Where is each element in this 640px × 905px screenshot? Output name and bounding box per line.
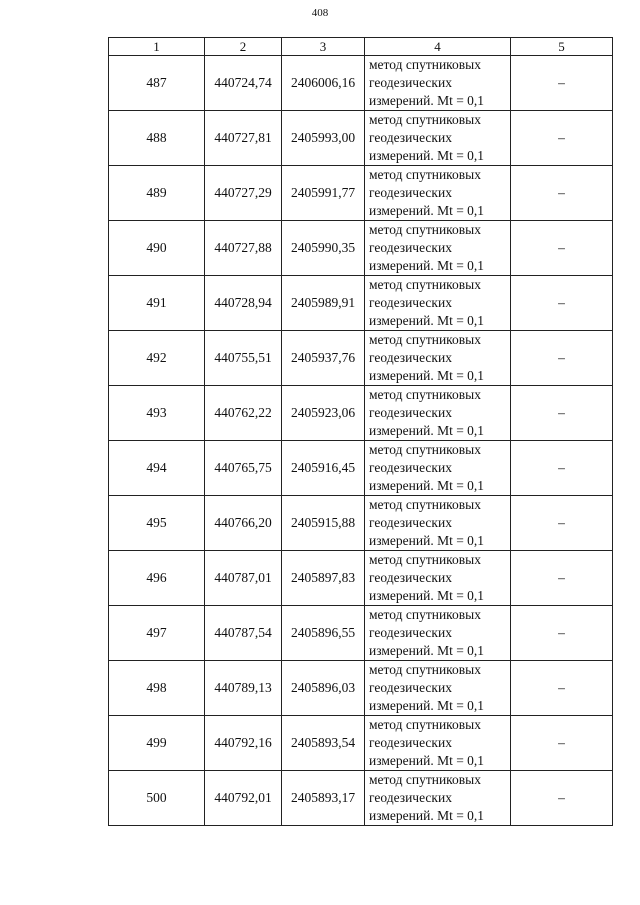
x-coordinate-cell: 440728,94 [205, 276, 282, 331]
page-number: 408 [311, 7, 329, 19]
y-coordinate-cell: 2405896,03 [282, 661, 365, 716]
method-text-line-2: геодезических [369, 350, 452, 365]
x-coordinate-cell: 440727,81 [205, 111, 282, 166]
x-coordinate-cell: 440755,51 [205, 331, 282, 386]
note-cell: – [511, 331, 613, 386]
method-cell [365, 551, 511, 606]
note-cell: – [511, 166, 613, 221]
point-number-cell: 488 [109, 111, 205, 166]
method-text-line-1: метод спутниковых [369, 112, 481, 127]
method-text-line-1: метод спутниковых [369, 387, 481, 402]
method-text-line-2: геодезических [369, 130, 452, 145]
method-cell [365, 221, 511, 276]
table-row [109, 716, 613, 771]
method-text-line-3: измерений. Mt = 0,1 [369, 478, 485, 493]
method-text-line-2: геодезических [369, 790, 452, 805]
method-text-line-1: метод спутниковых [369, 717, 481, 732]
table-row [109, 221, 613, 276]
y-coordinate-cell: 2405916,45 [282, 441, 365, 496]
note-cell: – [511, 551, 613, 606]
method-text-line-1: метод спутниковых [369, 772, 481, 787]
point-number-cell: 499 [109, 716, 205, 771]
y-coordinate-cell: 2405993,00 [282, 111, 365, 166]
method-text-line-3: измерений. Mt = 0,1 [369, 698, 485, 713]
y-coordinate-cell: 2405896,55 [282, 606, 365, 661]
method-text-line-1: метод спутниковых [369, 552, 481, 567]
method-text-line-3: измерений. Mt = 0,1 [369, 753, 485, 768]
point-number-cell: 492 [109, 331, 205, 386]
y-coordinate-cell: 2405893,54 [282, 716, 365, 771]
x-coordinate-cell: 440727,29 [205, 166, 282, 221]
table-header-row [109, 38, 613, 56]
table-body [109, 56, 613, 826]
method-text-line-1: метод спутниковых [369, 442, 481, 457]
point-number-cell: 494 [109, 441, 205, 496]
method-cell [365, 661, 511, 716]
column-header-3: 3 [282, 38, 365, 56]
point-number-cell: 496 [109, 551, 205, 606]
note-cell: – [511, 221, 613, 276]
method-text-line-3: измерений. Mt = 0,1 [369, 93, 485, 108]
x-coordinate-cell: 440727,88 [205, 221, 282, 276]
method-cell [365, 56, 511, 111]
method-text-line-1: метод спутниковых [369, 607, 481, 622]
y-coordinate-cell: 2405923,06 [282, 386, 365, 441]
x-coordinate-cell: 440762,22 [205, 386, 282, 441]
note-cell: – [511, 111, 613, 166]
point-number-cell: 498 [109, 661, 205, 716]
table-row [109, 331, 613, 386]
coordinates-table [108, 37, 613, 826]
table-row [109, 551, 613, 606]
method-cell [365, 441, 511, 496]
y-coordinate-cell: 2405990,35 [282, 221, 365, 276]
method-text-line-1: метод спутниковых [369, 662, 481, 677]
x-coordinate-cell: 440792,01 [205, 771, 282, 826]
method-text-line-2: геодезических [369, 680, 452, 695]
y-coordinate-cell: 2405989,91 [282, 276, 365, 331]
method-text-line-2: геодезических [369, 240, 452, 255]
method-text-line-2: геодезических [369, 405, 452, 420]
method-text-line-2: геодезических [369, 460, 452, 475]
column-header-1: 1 [109, 38, 205, 56]
x-coordinate-cell: 440766,20 [205, 496, 282, 551]
y-coordinate-cell: 2405893,17 [282, 771, 365, 826]
column-header-5: 5 [511, 38, 613, 56]
note-cell: – [511, 56, 613, 111]
point-number-cell: 495 [109, 496, 205, 551]
point-number-cell: 489 [109, 166, 205, 221]
point-number-cell: 497 [109, 606, 205, 661]
method-text-line-2: геодезических [369, 185, 452, 200]
note-cell: – [511, 441, 613, 496]
note-cell: – [511, 496, 613, 551]
method-cell [365, 716, 511, 771]
method-text-line-2: геодезических [369, 295, 452, 310]
x-coordinate-cell: 440787,01 [205, 551, 282, 606]
method-text-line-3: измерений. Mt = 0,1 [369, 313, 485, 328]
x-coordinate-cell: 440787,54 [205, 606, 282, 661]
method-text-line-2: геодезических [369, 515, 452, 530]
method-cell [365, 111, 511, 166]
method-text-line-1: метод спутниковых [369, 497, 481, 512]
x-coordinate-cell: 440765,75 [205, 441, 282, 496]
method-text-line-3: измерений. Mt = 0,1 [369, 643, 485, 658]
y-coordinate-cell: 2405915,88 [282, 496, 365, 551]
method-text-line-3: измерений. Mt = 0,1 [369, 588, 485, 603]
y-coordinate-cell: 2406006,16 [282, 56, 365, 111]
method-text-line-1: метод спутниковых [369, 167, 481, 182]
table-row [109, 771, 613, 826]
column-header-4: 4 [365, 38, 511, 56]
method-text-line-1: метод спутниковых [369, 277, 481, 292]
method-cell [365, 771, 511, 826]
x-coordinate-cell: 440724,74 [205, 56, 282, 111]
note-cell: – [511, 661, 613, 716]
method-text-line-3: измерений. Mt = 0,1 [369, 808, 485, 823]
note-cell: – [511, 386, 613, 441]
method-cell [365, 331, 511, 386]
method-cell [365, 166, 511, 221]
method-text-line-2: геодезических [369, 75, 452, 90]
method-text-line-1: метод спутниковых [369, 57, 481, 72]
method-cell [365, 606, 511, 661]
table-row [109, 441, 613, 496]
point-number-cell: 487 [109, 56, 205, 111]
y-coordinate-cell: 2405937,76 [282, 331, 365, 386]
table-row [109, 56, 613, 111]
note-cell: – [511, 716, 613, 771]
method-text-line-1: метод спутниковых [369, 332, 481, 347]
method-text-line-2: геодезических [369, 625, 452, 640]
point-number-cell: 500 [109, 771, 205, 826]
note-cell: – [511, 276, 613, 331]
table-row [109, 276, 613, 331]
table-row [109, 386, 613, 441]
table-row [109, 606, 613, 661]
method-cell [365, 496, 511, 551]
method-text-line-3: измерений. Mt = 0,1 [369, 533, 485, 548]
table-row [109, 111, 613, 166]
method-text-line-2: геодезических [369, 735, 452, 750]
point-number-cell: 493 [109, 386, 205, 441]
x-coordinate-cell: 440792,16 [205, 716, 282, 771]
table-row [109, 661, 613, 716]
method-text-line-1: метод спутниковых [369, 222, 481, 237]
point-number-cell: 491 [109, 276, 205, 331]
point-number-cell: 490 [109, 221, 205, 276]
table-row [109, 166, 613, 221]
method-cell [365, 276, 511, 331]
y-coordinate-cell: 2405991,77 [282, 166, 365, 221]
y-coordinate-cell: 2405897,83 [282, 551, 365, 606]
note-cell: – [511, 606, 613, 661]
method-text-line-3: измерений. Mt = 0,1 [369, 148, 485, 163]
table-row [109, 496, 613, 551]
method-cell [365, 386, 511, 441]
method-text-line-3: измерений. Mt = 0,1 [369, 258, 485, 273]
note-cell: – [511, 771, 613, 826]
x-coordinate-cell: 440789,13 [205, 661, 282, 716]
method-text-line-3: измерений. Mt = 0,1 [369, 423, 485, 438]
method-text-line-3: измерений. Mt = 0,1 [369, 368, 485, 383]
method-text-line-2: геодезических [369, 570, 452, 585]
method-text-line-3: измерений. Mt = 0,1 [369, 203, 485, 218]
column-header-2: 2 [205, 38, 282, 56]
